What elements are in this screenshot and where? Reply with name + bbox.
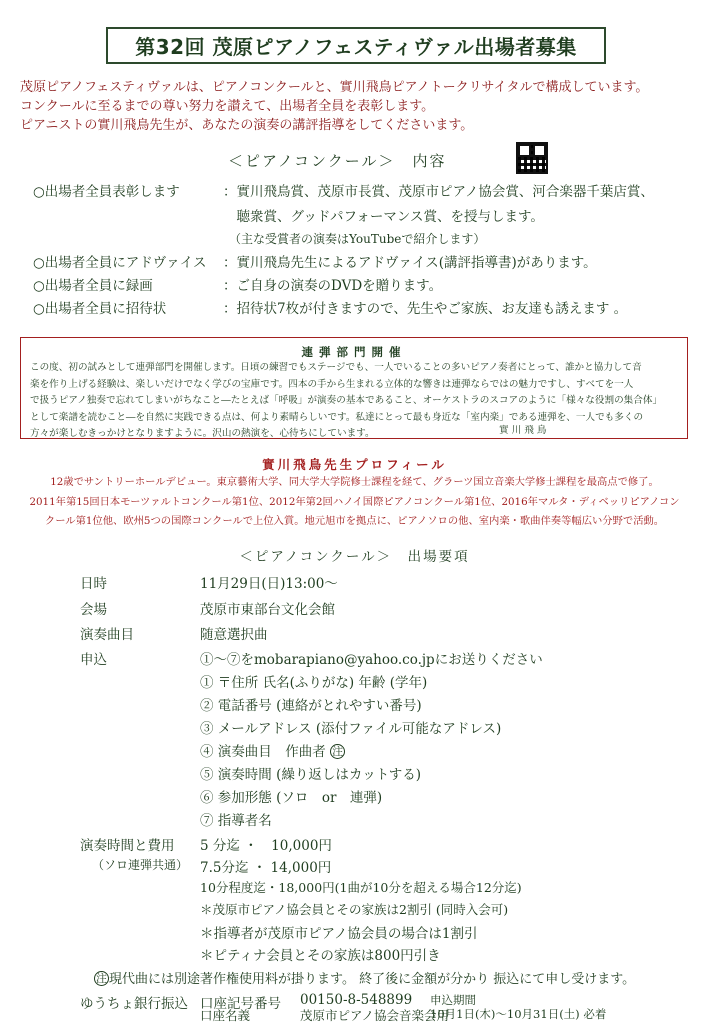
fee-line: 5 分迄 ・ 10,000円 bbox=[200, 838, 332, 854]
bank-account-name-label: 口座名義 bbox=[200, 1008, 251, 1023]
page-title: 第32回 茂原ピアノフェスティヴァル出場者募集 bbox=[106, 27, 606, 64]
apply-item: ② 電話番号 (連絡がとれやすい番号) bbox=[200, 698, 422, 714]
note-mark-icon: 注 bbox=[96, 972, 107, 985]
fee-line: 10分程度迄・18,000円(1曲が10分を超える場合12分迄) bbox=[200, 880, 522, 895]
period-value: 10月1日(木)～10月31日(土) 必着 bbox=[430, 1007, 607, 1021]
bank-account-number: 00150-8-548899 bbox=[300, 992, 413, 1008]
duet-notice-box bbox=[20, 337, 688, 439]
duet-notice-line: この度、初の試みとして連弾部門を開催します。日頃の練習でもステージでも、一人でいることの多いピアノ奏者にとって、誰かと協力して音 bbox=[30, 362, 642, 373]
apply-item: ⑤ 演奏時間 (繰り返しはカットする) bbox=[200, 767, 422, 783]
duet-notice-signature: 實 川 飛 鳥 bbox=[499, 425, 547, 436]
bank-account-number-label: 口座記号番号 bbox=[200, 996, 281, 1012]
apply-intro: ①～⑦をmobarapiano@yahoo.co.jpにお送りください bbox=[200, 652, 543, 668]
contest-item-label: ○出場者全員にアドヴァイス bbox=[33, 255, 207, 271]
contest-item-value: ：實川飛鳥先生によるアドヴァイス(講評指導書)があります。 bbox=[223, 255, 597, 271]
contest-item-value: 聴衆賞、グッドパフォーマンス賞、を授与します。 bbox=[223, 209, 544, 225]
contest-item-value: ：ご自身の演奏のDVDを贈ります。 bbox=[223, 278, 443, 294]
fee-line: ＊茂原市ピアノ協会員とその家族は2割引 (同時入会可) bbox=[200, 902, 509, 917]
fee-line: ＊ピティナ会員とその家族は800円引き bbox=[200, 948, 441, 964]
profile-line: クール第1位他、欧州5つの国際コンクールで上位入賞。地元旭市を拠点に、ピアノソロの他、室内楽・歌曲伴奏等幅広い分野で活動。 bbox=[44, 515, 665, 527]
duet-notice-title: 連弾部門開催 bbox=[301, 345, 407, 359]
period-label: 申込期間 bbox=[430, 993, 476, 1007]
profile-text bbox=[0, 473, 709, 532]
apply-item: ⑦ 指導者名 bbox=[200, 813, 272, 829]
duet-notice-line: として楽譜を読むこと―を自然に実践できる点は、何より素晴らしいです。私達にとって最も身近な「室内楽」である連弾を、一人でも多くの bbox=[30, 411, 644, 423]
apply-item: ① 〒住所 氏名(ふりがな) 年齢 (学年) bbox=[200, 675, 428, 691]
profile-line: 12歳でサントリーホールデビュー。東京藝術大学、同大学大学院修士課程を経て、グラーツ国立音楽大学修士課程を最高点で修了。 bbox=[50, 476, 659, 488]
contest-item-value: ：實川飛鳥賞、茂原市長賞、茂原市ピアノ協会賞、河合楽器千葉店賞、 bbox=[223, 184, 654, 200]
apply-item: ④ 演奏曲目 作曲者 bbox=[200, 744, 326, 760]
piece-value: 随意選択曲 bbox=[200, 627, 268, 643]
fee-sub-label: （ソロ連弾共通） bbox=[92, 858, 189, 872]
note-mark-icon: 注 bbox=[332, 745, 344, 758]
contest-item-label: ○出場者全員表彰します bbox=[33, 184, 180, 200]
contest-item-label: ○出場者全員に録画 bbox=[33, 278, 153, 294]
contest-item-value: ：招待状7枚が付きますので、先生やご家族、お友達も誘えます 。 bbox=[223, 301, 628, 317]
intro-text bbox=[20, 78, 648, 135]
apply-item: ⑥ 参加形態 (ソロ or 連弾) bbox=[200, 790, 383, 806]
contest-heading: ＜ピアノコンクール＞ 内容 bbox=[228, 152, 447, 170]
apply-item-with-note bbox=[200, 740, 345, 760]
date-value: 11月29日(日)13:00～ bbox=[200, 576, 338, 592]
copyright-note-text: 現代曲には別途著作権使用料が掛ります。 終了後に金額が分かり 振込にて申し受けます。 bbox=[109, 972, 636, 987]
requirements-heading: ＜ピアノコンクール＞ 出場要項 bbox=[239, 549, 470, 565]
apply-label: 申込 bbox=[80, 652, 107, 668]
profile-line: 2011年第15回日本モーツァルトコンクール第1位、2012年第2回ハノイ国際ピアノコンクール第1位、2016年マルタ・ディベッリピアノコン bbox=[29, 495, 680, 508]
intro-line: ピアニストの實川飛鳥先生が、あなたの演奏の講評指導をしてくださいます。 bbox=[20, 118, 474, 133]
duet-notice-line: 楽を作り上げる経験は、楽しいだけでなく学びの宝庫です。四本の手から生まれる立体的な響きは連弾ならではの魅力ですし、すべてを一人 bbox=[30, 378, 634, 390]
fee-line: 7.5分迄 ・ 14,000円 bbox=[200, 860, 332, 876]
profile-heading: 實川飛鳥先生プロフィール bbox=[262, 457, 447, 472]
bank-label: ゆうちょ銀行振込 bbox=[80, 996, 188, 1012]
venue-label: 会場 bbox=[80, 602, 107, 618]
intro-line: コンクールに至るまでの尊い努力を讃えて、出場者全員を表彰します。 bbox=[20, 99, 435, 114]
fee-label: 演奏時間と費用 bbox=[80, 838, 175, 854]
qr-code[interactable] bbox=[516, 142, 548, 174]
apply-item: ③ メールアドレス (添付ファイル可能なアドレス) bbox=[200, 721, 502, 737]
piece-label: 演奏曲目 bbox=[80, 627, 134, 643]
copyright-note bbox=[94, 968, 635, 987]
duet-notice-line: 方々が楽しむきっかけとなりますように。沢山の熱演を、心待ちにしています。 bbox=[30, 428, 375, 439]
fee-line: ＊指導者が茂原市ピアノ協会員の場合は1割引 bbox=[200, 926, 478, 942]
contest-item-label: ○出場者全員に招待状 bbox=[33, 301, 167, 317]
date-label: 日時 bbox=[80, 576, 107, 592]
venue-value: 茂原市東部台文化会館 bbox=[200, 602, 335, 618]
duet-notice-body bbox=[30, 360, 662, 443]
intro-line: 茂原ピアノフェスティヴァルは、ピアノコンクールと、實川飛鳥ピアノトークリサイタルで構成しています。 bbox=[20, 80, 649, 95]
contest-item-value: （主な受賞者の演奏はYouTubeで紹介します） bbox=[223, 232, 486, 246]
duet-notice-line: で扱うピアノ独奏で忘れてしまいがちなこと―たとえば「呼吸」が演奏の基本であること、オーケストラのスコアのように「様々な役割の集合体」 bbox=[30, 395, 663, 406]
bank-account-name: 茂原市ピアノ協会音楽会用 bbox=[300, 1008, 450, 1023]
